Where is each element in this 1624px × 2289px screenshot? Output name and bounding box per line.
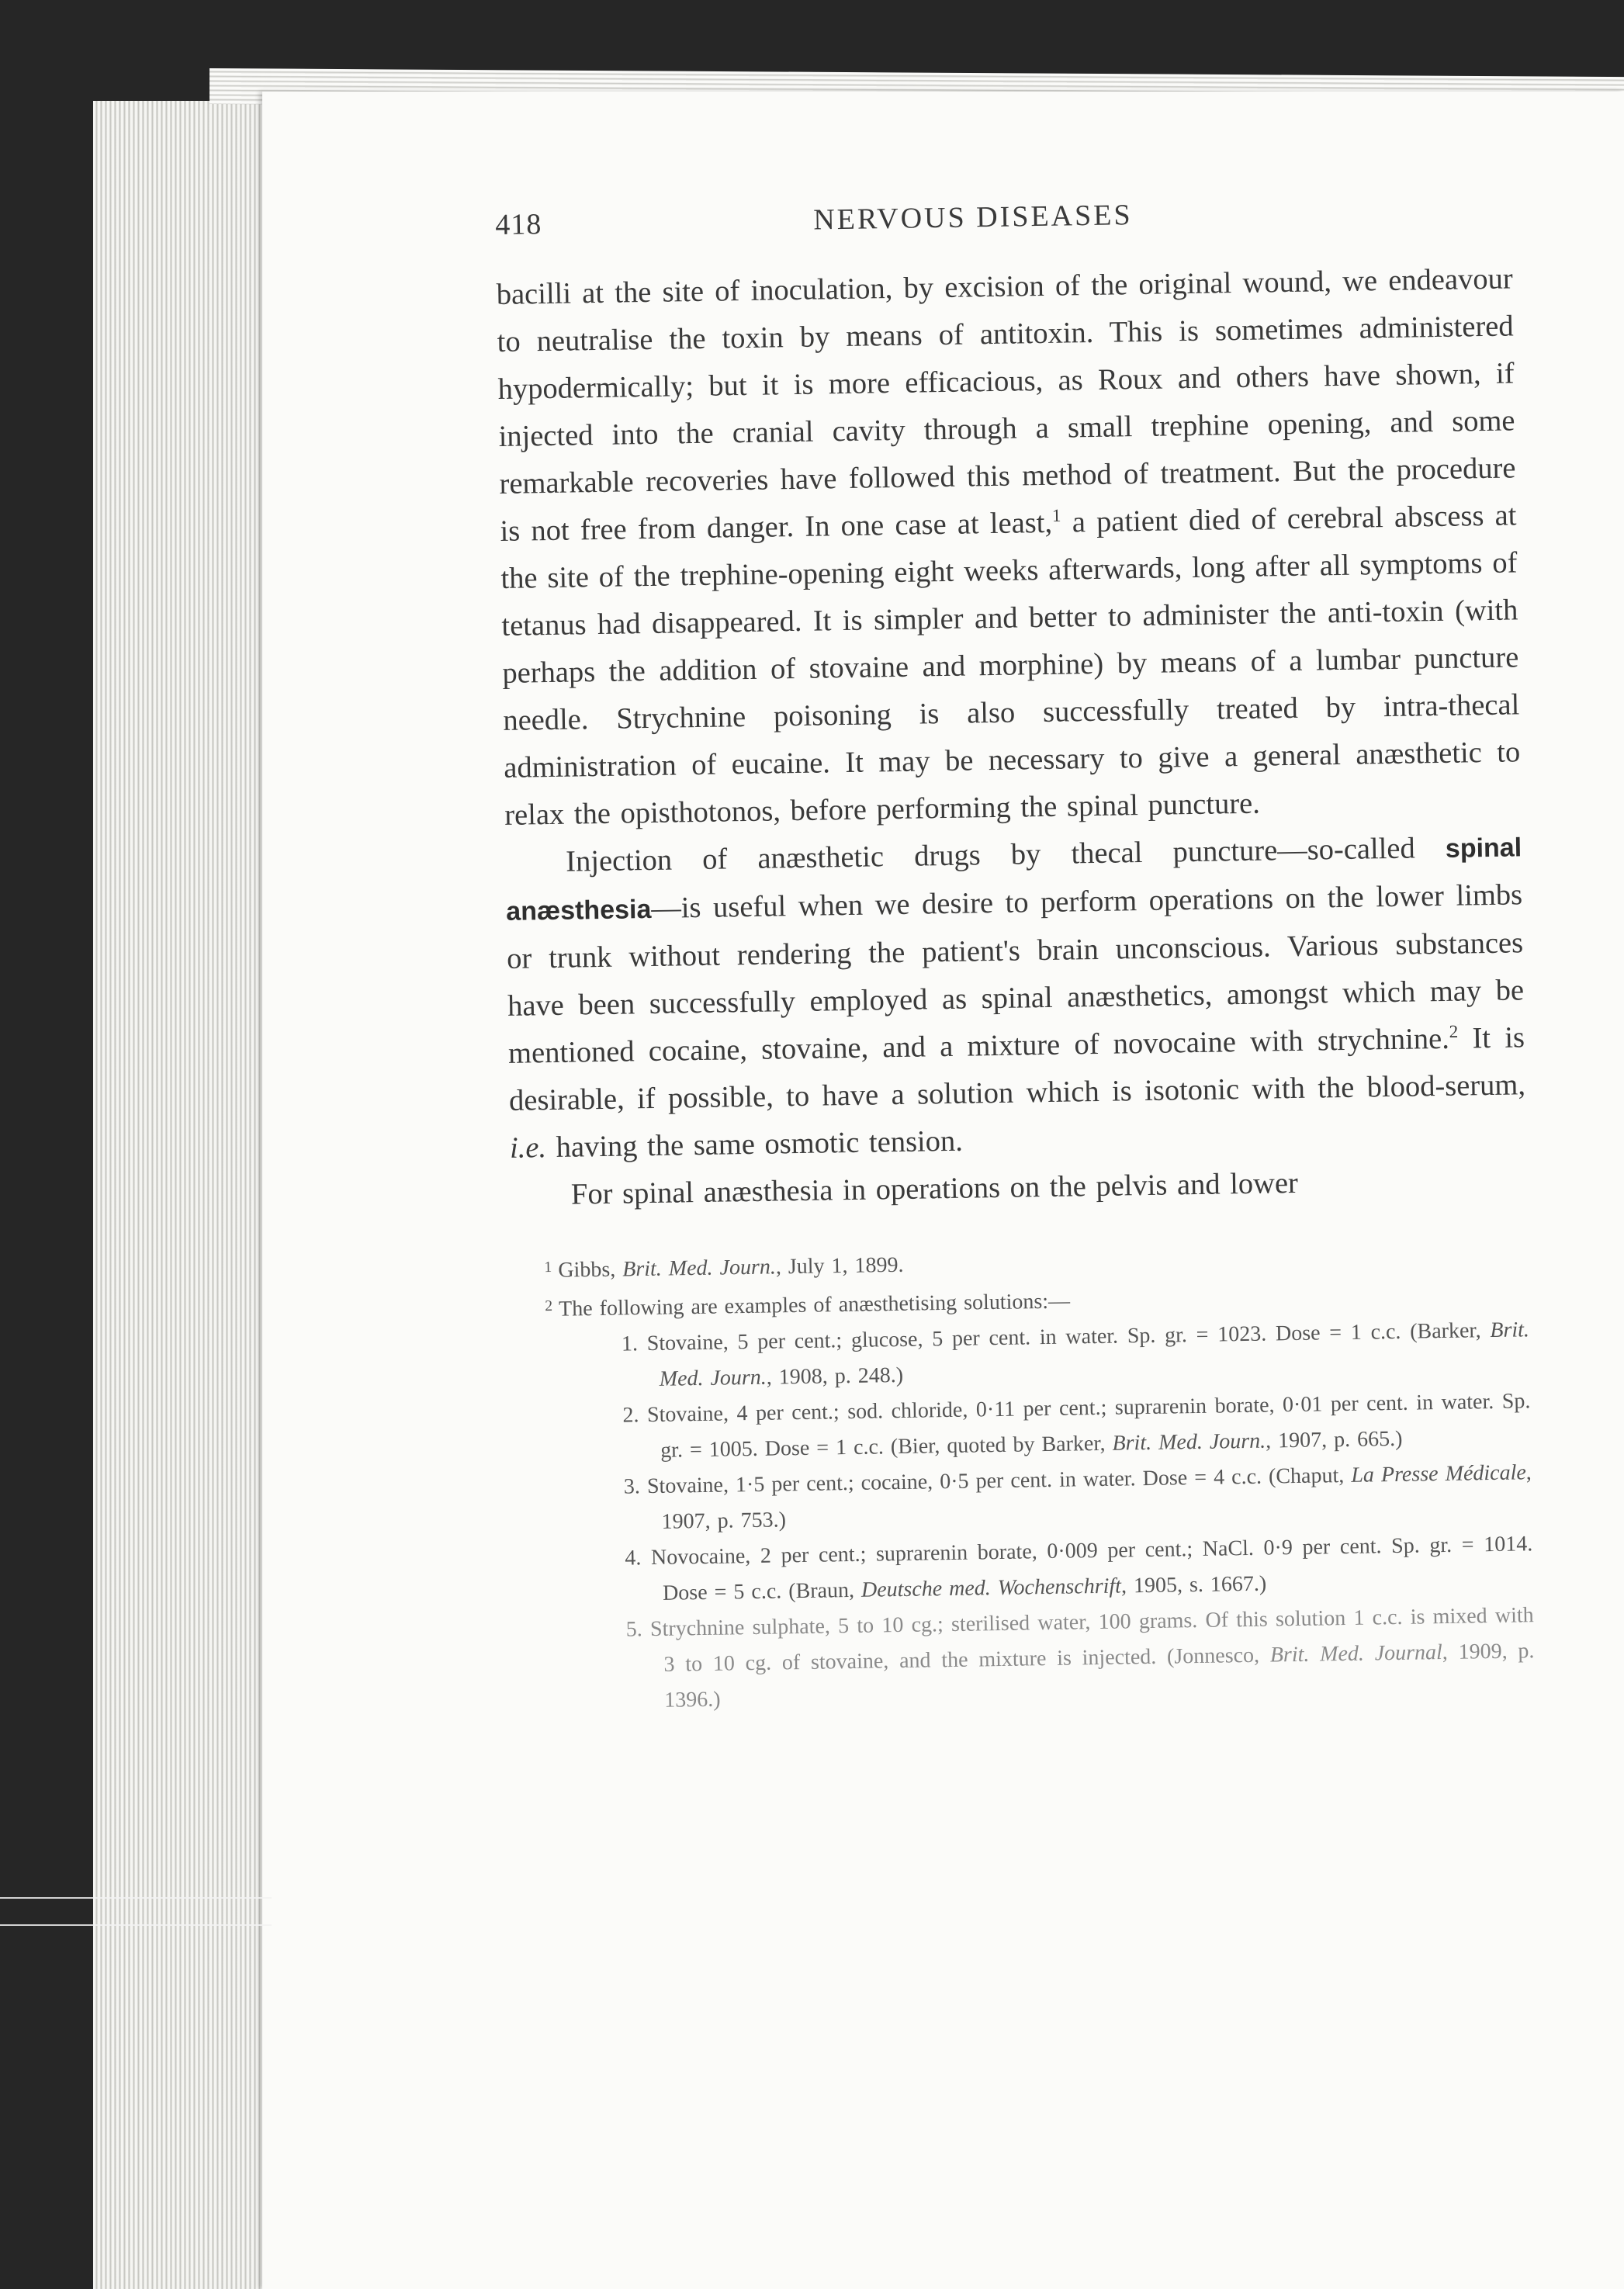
body-text <box>496 255 1527 1219</box>
footnote-1-journal: Brit. Med. Journ. <box>622 1255 777 1282</box>
solution-text-b: , 1905, s. 1667.) <box>1120 1571 1267 1598</box>
page-edges-left <box>93 101 264 2289</box>
footnote-2-marker: 2 <box>545 1297 553 1315</box>
paragraph-2-text-c: It is desirable, if possible, to have a solution which is isotonic with the blood-serum, <box>508 1021 1526 1117</box>
paragraph-1 <box>496 255 1521 839</box>
page-number: 418 <box>495 208 542 241</box>
footnotes <box>511 1235 1535 1720</box>
running-head <box>495 192 1512 255</box>
solution-text-a: Novocaine, 2 per cent.; suprarenin borate, 0·009 per cent.; NaCl. 0·9 per cent. Sp. gr. = 1014. Dose = 5 c.c. (Braun, <box>650 1531 1533 1605</box>
solution-text-b: , 1909, p. 1396.) <box>663 1638 1535 1712</box>
solution-number: 5. <box>625 1616 643 1642</box>
paragraph-1-text-a: bacilli at the site of inoculation, by excision of the original wound, we endeavour to neutralise the toxin by means of antitoxin. This is sometimes administered hypodermically; but it is more efficacious, as Roux and others have shown, if injected into the cranial cavity through a small trephine opening, and some remarkable recoveries have followed this method of treatment. But the procedure is not free from danger. In one case at least, <box>496 262 1516 548</box>
footnote-2-text: The following are examples of anæsthetising solutions:— <box>558 1289 1071 1321</box>
footnote-1-text-a: Gibbs, <box>558 1257 623 1283</box>
paragraph-1-text-b: a patient died of cerebral abscess at the site of the trephine-opening eight weeks afterwards, long after all symptoms of tetanus had disappeared. It is simpler and better to administer the anti-toxin (with perhaps the addition of stovaine and morphine) by means of a lumbar puncture needle. Strychnine poisoning is also successfully treated by intra-thecal administration of eucaine. It may be necessary to give a general anæsthetic to relax the opisthotonos, before performing the spinal puncture. <box>500 499 1521 832</box>
solution-journal: Brit. Med. Journ. <box>659 1317 1530 1391</box>
solution-text-a: Stovaine, 5 per cent.; glucose, 5 per cent. in water. Sp. gr. = 1023. Dose = 1 c.c. (Barker, <box>646 1318 1491 1356</box>
footnote-1-marker: 1 <box>544 1259 552 1276</box>
solution-text-b: , 1907, p. 665.) <box>1265 1426 1403 1453</box>
solution-journal: Brit. Med. Journ. <box>1112 1428 1266 1456</box>
solution-text-b: , 1908, p. 248.) <box>766 1363 904 1390</box>
paragraph-2-text-a: Injection of anæsthetic drugs by thecal puncture—so-called <box>565 831 1446 878</box>
solution-number: 1. <box>621 1331 639 1356</box>
solution-number: 3. <box>623 1473 641 1499</box>
book-page <box>262 92 1624 2289</box>
solution-journal: La Presse Médicale <box>1351 1460 1527 1487</box>
solution-text-a: Stovaine, 4 per cent.; sod. chloride, 0·11 per cent.; suprarenin borate, 0·01 per cent. in water. Sp. gr. = 1005. Dose = 1 c.c. (Bier, quoted by Barker, <box>646 1388 1531 1463</box>
paragraph-2 <box>505 823 1527 1172</box>
solution-text-b: , 1907, p. 753.) <box>661 1460 1532 1534</box>
page-content <box>495 192 1535 1720</box>
abbrev-ie: i.e. <box>509 1131 547 1165</box>
solution-journal: Brit. Med. Journal <box>1269 1640 1443 1667</box>
solution-item <box>517 1598 1535 1721</box>
scan-artifact-line <box>0 1897 272 1899</box>
paragraph-3: For spinal anæsthesia in operations on the pelvis and lower <box>570 1166 1299 1211</box>
term-spinal-anaesthesia: spinal anæsthesia <box>505 833 1522 926</box>
solution-text-a: Stovaine, 1·5 per cent.; cocaine, 0·5 per cent. in water. Dose = 4 c.c. (Chaput, <box>646 1463 1352 1498</box>
footnote-ref-1: 1 <box>1051 504 1061 525</box>
footnote-1-text-b: , July 1, 1899. <box>775 1252 904 1280</box>
scan-artifact-line <box>0 1924 272 1926</box>
footnote-ref-2: 2 <box>1449 1020 1459 1041</box>
solution-journal: Deutsche med. Wochenschrift <box>860 1574 1122 1602</box>
solution-text-a: Strychnine sulphate, 5 to 10 cg.; sterilised water, 100 grams. Of this solution 1 c.c. is mixed with 3 to 10 cg. of stovaine, and the mixture is injected. (Jonnesco, <box>649 1602 1534 1677</box>
paragraph-2-text-d: having the same osmotic tension. <box>545 1124 964 1165</box>
paragraph-2-text-b: —is useful when we desire to perform operations on the lower limbs or trunk without rendering the patient's brain unconscious. Various substances have been successfully employed as spinal anæsthetics, amongst which may be mentioned cocaine, stovaine, and a mixture of novocaine with strychnine. <box>506 878 1525 1070</box>
solution-number: 2. <box>622 1402 639 1428</box>
running-title: NERVOUS DISEASES <box>812 199 1133 237</box>
solution-number: 4. <box>625 1545 642 1570</box>
